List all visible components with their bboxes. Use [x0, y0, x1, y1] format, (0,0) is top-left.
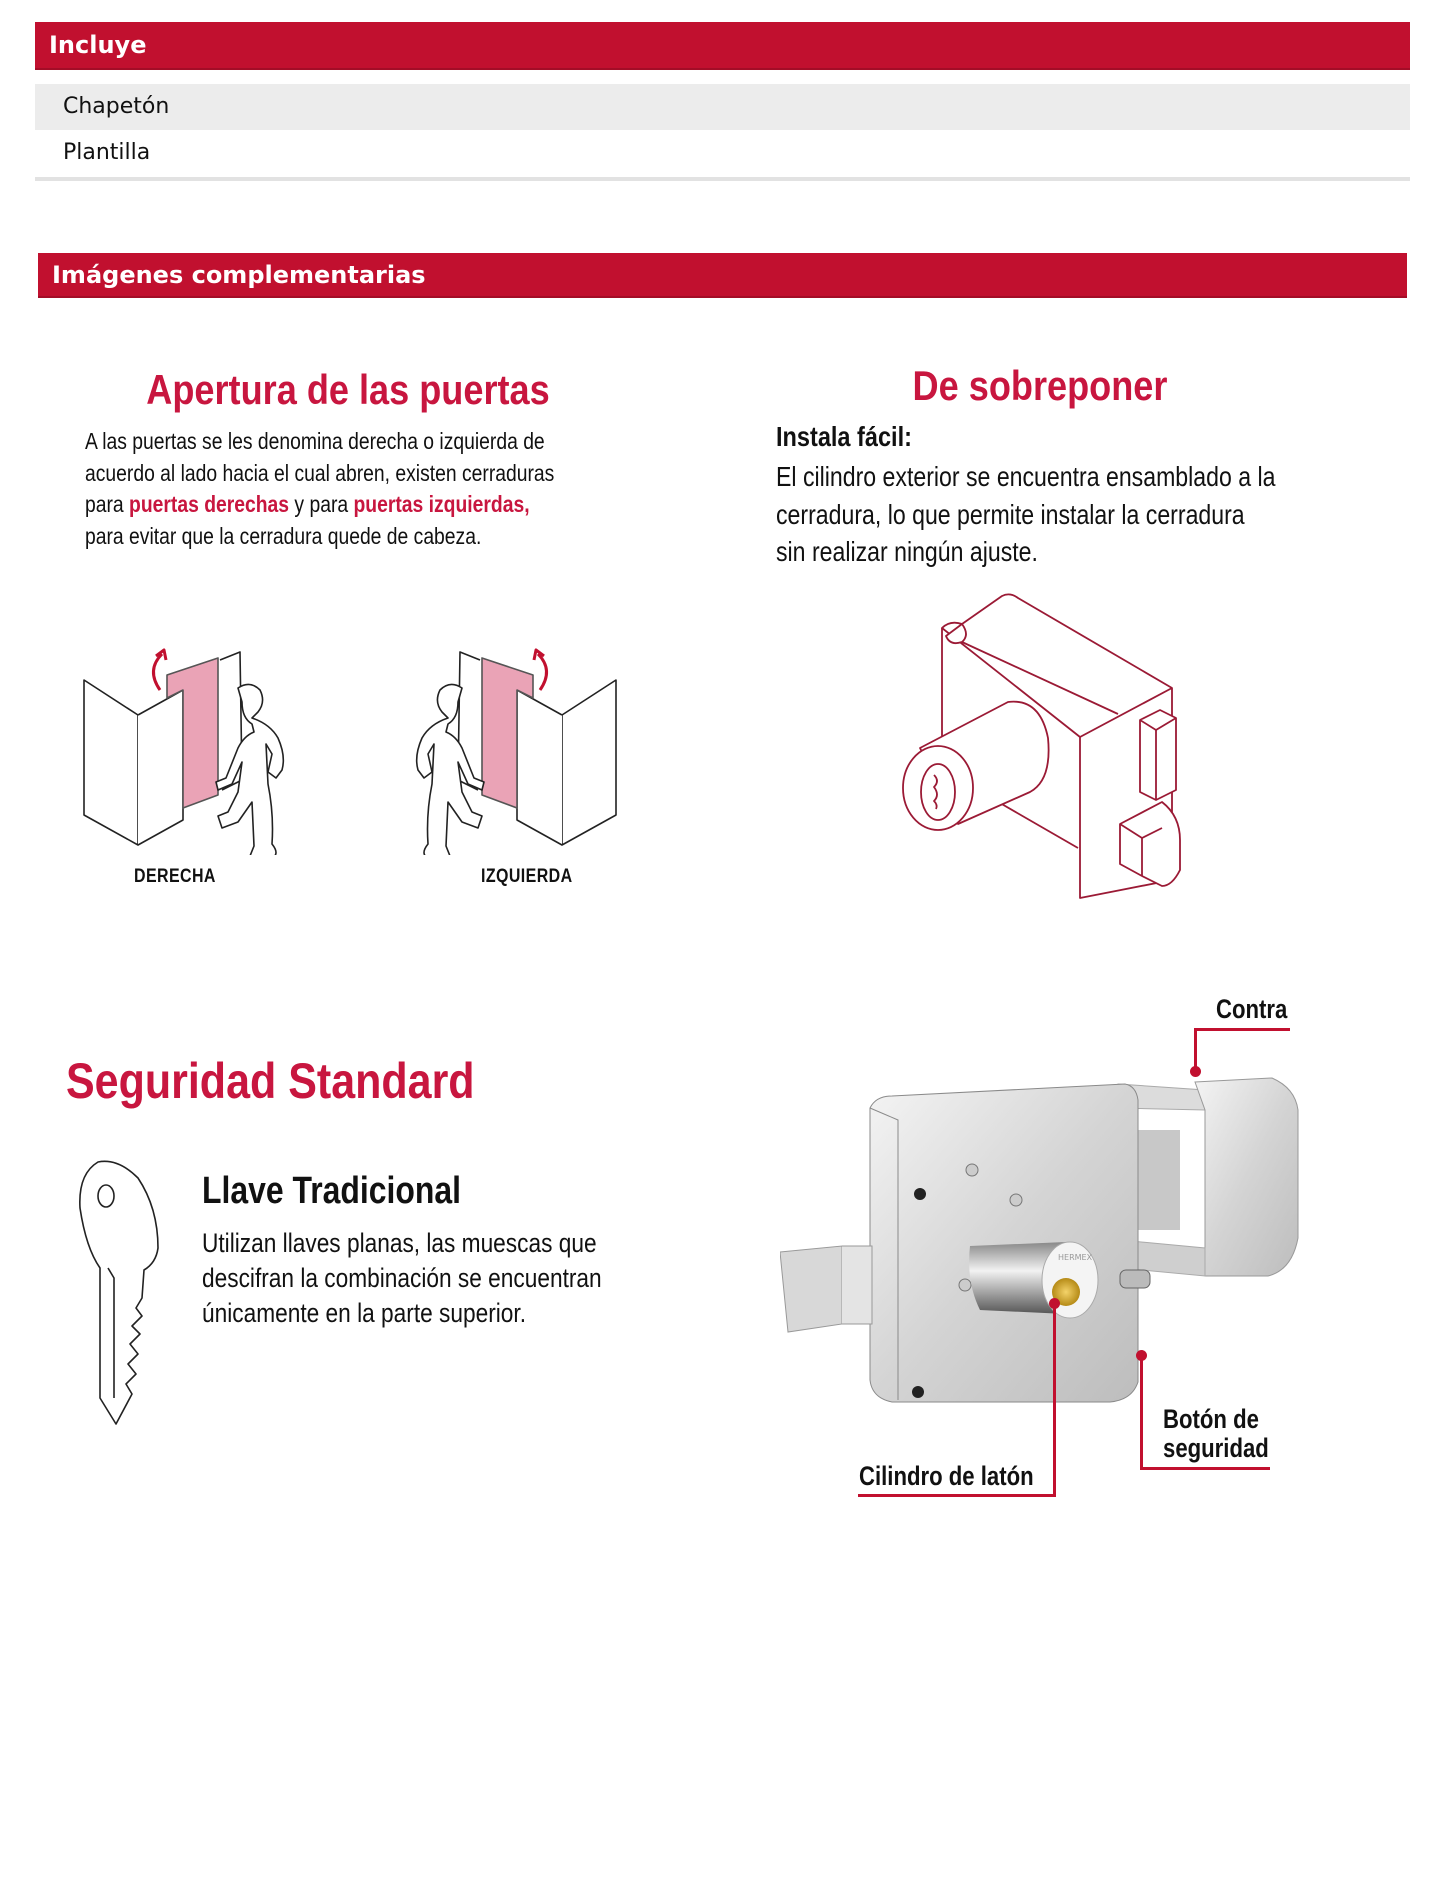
text-line: acuerdo al lado hacia el cual abren, existen cerraduras: [85, 459, 555, 486]
text-line: para evitar que la cerradura quede de cabeza.: [85, 522, 482, 549]
callout-dot: [1136, 1350, 1147, 1361]
brand-logo: HERMEX: [1058, 1253, 1093, 1262]
callout-dot: [1190, 1066, 1201, 1077]
seguridad-title: Seguridad Standard: [66, 1053, 475, 1109]
surface-lock-line-drawing-icon: [880, 580, 1200, 910]
callout-boton-seguridad: [1163, 1405, 1269, 1463]
section-header-imagenes: [38, 253, 1407, 298]
callout-line: [1194, 1028, 1290, 1031]
label-derecha: DERECHA: [134, 866, 216, 887]
divider: [35, 177, 1410, 181]
text-line: descifran la combinación se encuentran: [202, 1263, 602, 1293]
highlight-puertas-izquierdas: puertas izquierdas,: [353, 491, 530, 517]
incluye-item-label: Chapetón: [63, 94, 170, 119]
callout-cilindro-laton: Cilindro de latón: [859, 1461, 1034, 1491]
section-header-incluye: [35, 22, 1410, 70]
instala-facil-subtitle: Instala fácil:: [776, 421, 912, 452]
text-fragment: y para: [289, 491, 354, 517]
right-door-icon: [84, 652, 283, 855]
callout-line: [1194, 1028, 1197, 1070]
sobreponer-description: [776, 458, 1276, 571]
callout-line: [1140, 1355, 1143, 1469]
text-line: A las puertas se les denomina derecha o izquierda de: [85, 428, 545, 454]
apertura-description: [85, 426, 555, 552]
text-line: seguridad: [1163, 1433, 1269, 1463]
incluye-item-label: Plantilla: [63, 140, 151, 165]
incluye-item: [35, 84, 1410, 130]
callout-line: [858, 1494, 1056, 1497]
text-line: Utilizan llaves planas, las muescas que: [202, 1228, 597, 1258]
label-izquierda: IZQUIERDA: [481, 866, 573, 887]
section-title: Imágenes complementarias: [52, 261, 426, 289]
door-opening-illustration: [70, 630, 630, 855]
section-title: Incluye: [49, 31, 147, 59]
sobreponer-title: De sobreponer: [912, 362, 1168, 409]
key-icon: [78, 1158, 168, 1430]
callout-contra: Contra: [1216, 994, 1288, 1024]
highlight-puertas-derechas: puertas derechas: [129, 491, 290, 517]
text-line: cerradura, lo que permite instalar la cerradura: [776, 498, 1245, 530]
llave-tradicional-subtitle: Llave Tradicional: [202, 1170, 462, 1212]
callout-line: [1140, 1467, 1270, 1470]
text-line: Botón de: [1163, 1404, 1259, 1434]
text-line: únicamente en la parte superior.: [202, 1298, 527, 1328]
text-fragment: para: [85, 491, 130, 517]
text-line: El cilindro exterior se encuentra ensamblado a la: [776, 461, 1276, 492]
callout-line: [1053, 1304, 1056, 1497]
left-door-icon: [417, 650, 616, 855]
text-line: sin realizar ningún ajuste.: [776, 536, 1038, 567]
incluye-item: [35, 130, 1410, 176]
llave-tradicional-description: [202, 1226, 639, 1331]
lock-product-photo: [780, 1070, 1310, 1430]
text-line: [85, 489, 555, 521]
apertura-title: Apertura de las puertas: [146, 366, 550, 413]
callout-dot: [1049, 1298, 1060, 1309]
